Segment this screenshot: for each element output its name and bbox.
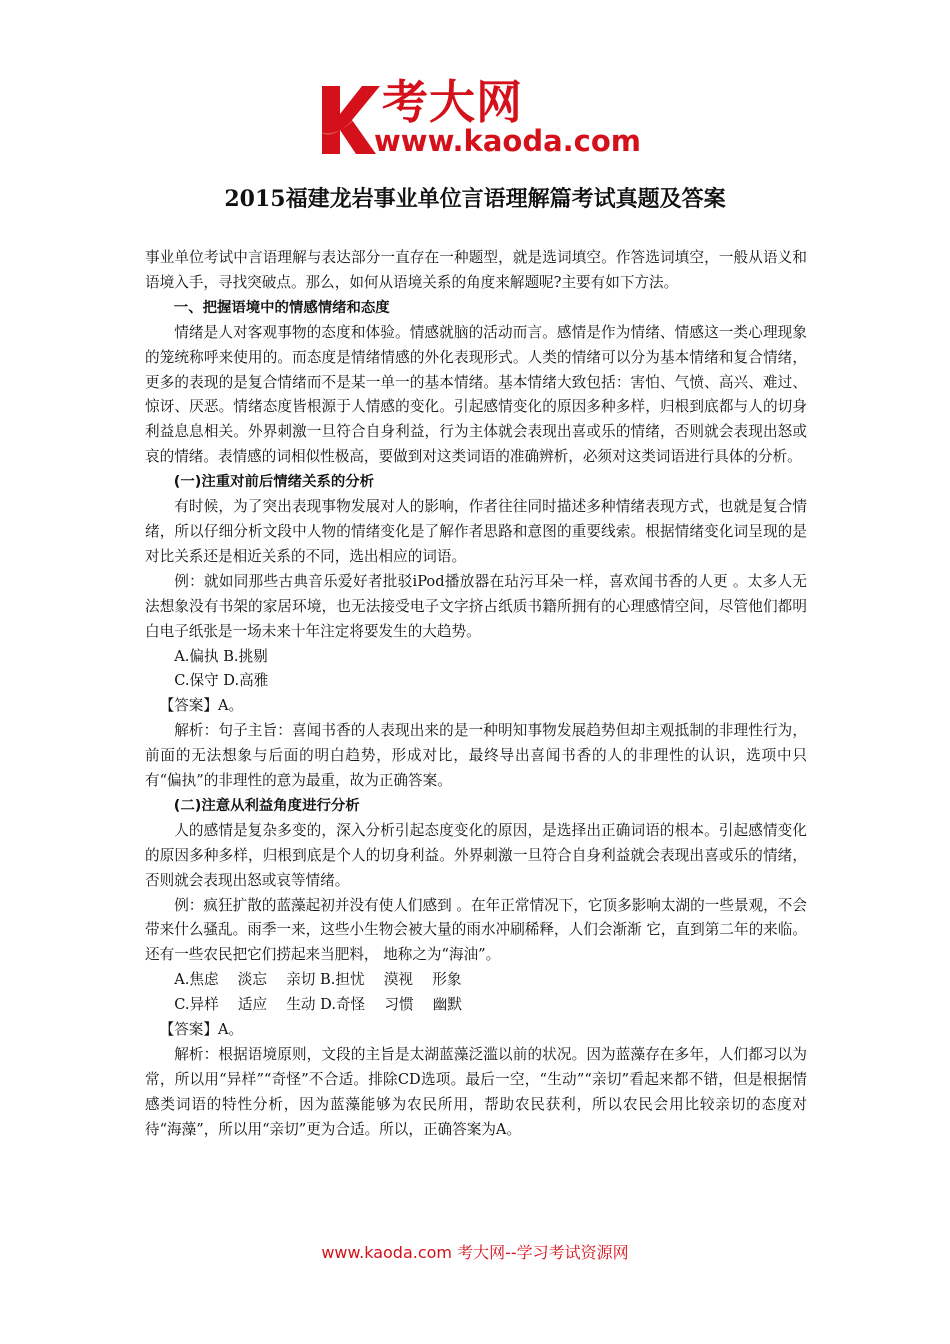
footer-link[interactable]: www.kaoda.com 考大网--学习考试资源网 <box>321 1243 629 1262</box>
subsection-heading: (二)注意从利益角度进行分析 <box>173 797 360 814</box>
options-line: C.保守 D.高雅 <box>174 672 269 690</box>
options-line: A.焦虑 淡忘 亲切 B.担忧 漠视 形象 <box>174 971 462 989</box>
analysis-paragraph: 解析：句子主旨：喜闻书香的人表现出来的是一种明知事物发展趋势但却主观抵制的非理性行为，前面的无法想象与后面的明白趋势，形成对比，最终导出喜闻书香的人的非理性的认识，选项中只有“偏执”的非理性的意为最重，故为正确答案。 <box>145 722 807 790</box>
answer-line: 【答案】A。 <box>159 697 244 715</box>
subsection-paragraph: 人的感情是复杂多变的，深入分析引起态度变化的原因，是选择出正确词语的根本。引起感情变化的原因多种多样，归根到底是个人的切身利益。外界刺激一旦符合自身利益就会表现出喜或乐的情绪，否则就会表现出怒或哀等情绪。 <box>145 821 807 889</box>
k-logo-icon <box>318 80 382 156</box>
article-body <box>145 246 807 1143</box>
logo-url: www.kaoda.com <box>374 124 641 158</box>
analysis-paragraph: 解析：根据语境原则，文段的主旨是太湖蓝藻泛滥以前的状况。因为蓝藻存在多年，人们都习以为常，所以用“异样”“奇怪”不合适。排除CD选项。最后一空，“生动”“亲切”看起来都不错，但是根据情感类词语的特性分析，因为蓝藻能够为农民所用，帮助农民获利，所以农民会用比较亲切的态度对待“海藻”，所以用“亲切”更为合适。所以，正确答案为A。 <box>145 1046 807 1138</box>
section-heading: 一、把握语境中的情感情绪和态度 <box>173 299 390 316</box>
example-paragraph: 例：疯狂扩散的蓝藻起初并没有使人们感到 。在年正常情况下，它顶多影响太湖的一些景观，不会带来什么骚乱。雨季一来，这些小生物会被大量的雨水冲刷稀释，人们会渐渐 它，直到第二年的来临。还有一些农民把它们捞起来当肥料， 地称之为“海油”。 <box>145 896 807 964</box>
logo-chinese-name: 考大网 <box>382 75 523 129</box>
subsection-paragraph: 有时候，为了突出表现事物发展对人的影响，作者往往同时描述多种情绪表现方式，也就是复合情绪，所以仔细分析文段中人物的情绪变化是了解作者思路和意图的重要线索。根据情绪变化词呈现的是对比关系还是相近关系的不同，选出相应的词语。 <box>145 498 807 565</box>
answer-line: 【答案】A。 <box>159 1021 244 1039</box>
kaoda-logo <box>318 75 641 160</box>
section-paragraph: 情绪是人对客观事物的态度和体验。情感就脑的活动而言。感情是作为情绪、情感这一类心理现象的笼统称呼来使用的。而态度是情绪情感的外化表现形式。人类的情绪可以分为基本情绪和复合情绪，更多的表现的是复合情绪而不是某一单一的基本情绪。基本情绪大致包括：害怕、气愤、高兴、难过、惊讶、厌恶。情绪态度皆根源于人情感的变化。引起感情变化的原因多种多样，归根到底都与人的切身利益息息相关。外界刺激一旦符合自身利益，行为主体就会表现出喜或乐的情绪，否则就会表现出怒或哀的情绪。表情感的词相似性极高，要做到对这类词语的准确辨析，必须对这类词语进行具体的分析。 <box>145 323 807 466</box>
subsection-heading: (一)注重对前后情绪关系的分析 <box>173 474 375 491</box>
options-line: C.异样 适应 生动 D.奇怪 习惯 幽默 <box>174 996 462 1014</box>
page-title: 2015福建龙岩事业单位言语理解篇考试真题及答案 <box>224 186 726 212</box>
intro-paragraph: 事业单位考试中言语理解与表达部分一直存在一种题型，就是选词填空。作答选词填空，一般从语义和语境入手，寻找突破点。那么，如何从语境关系的角度来解题呢?主要有如下方法。 <box>145 249 807 291</box>
example-paragraph: 例：就如同那些古典音乐爱好者批驳iPod播放器在玷污耳朵一样，喜欢闻书香的人更 。太多人无法想象没有书架的家居环境，也无法接受电子文字挤占纸质书籍所拥有的心理感情空间，尽管他们都明白电子纸张是一场未来十年注定将要发生的大趋势。 <box>145 572 807 640</box>
options-line: A.偏执 B.挑剔 <box>174 647 268 665</box>
